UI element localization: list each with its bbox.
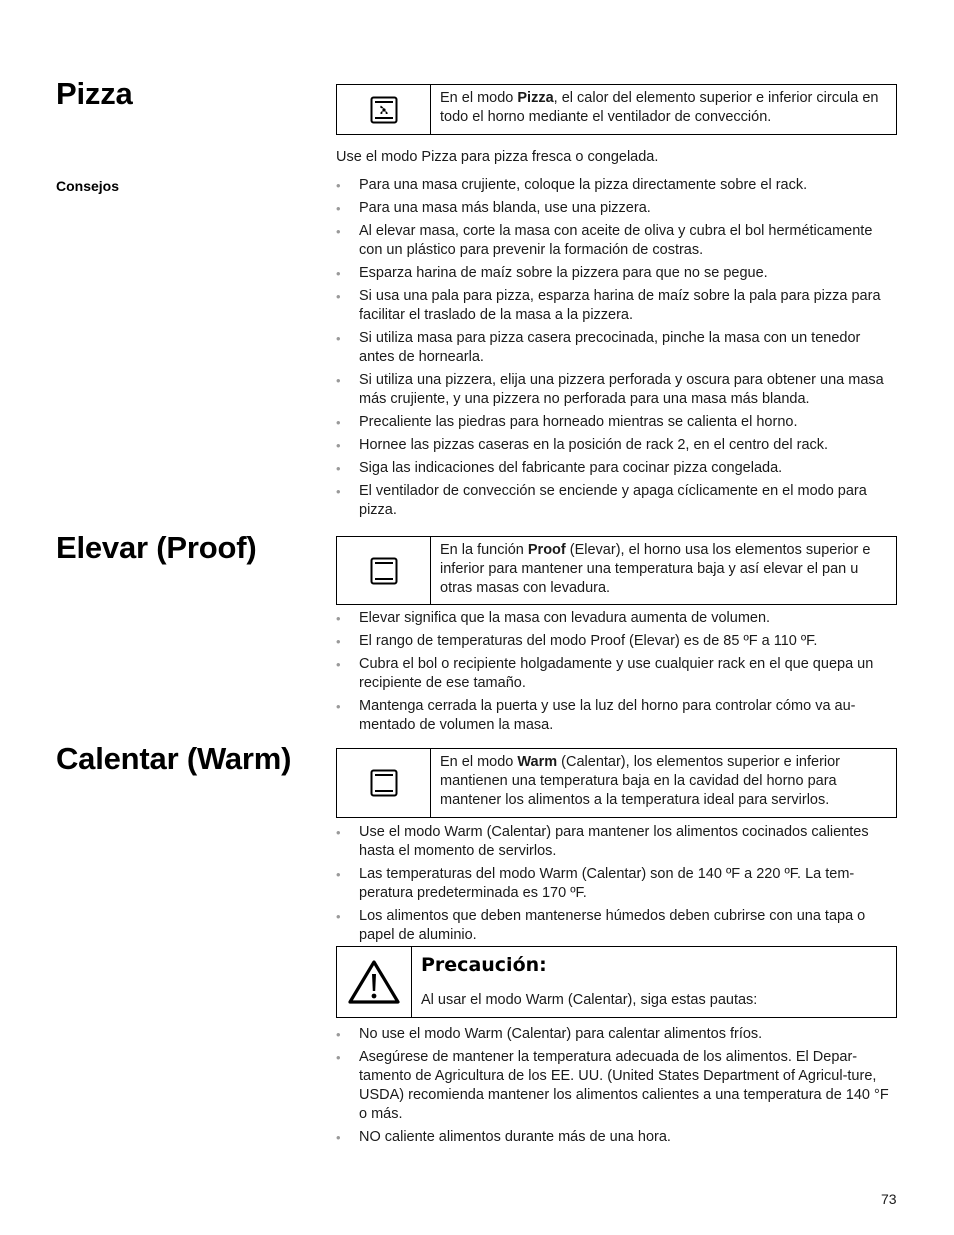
list-item: • Siga las indicaciones del fabricante para cocinar pizza congelada. bbox=[336, 459, 898, 478]
list-item: • Esparza harina de maíz sobre la pizzera para que no se pegue. bbox=[336, 264, 898, 283]
warm-caution-list bbox=[336, 1025, 898, 1151]
list-item: • Cubra el bol o recipiente holgadamente y use cualquier rack en el que quepa un recipiente de ese tamaño. bbox=[336, 655, 898, 693]
section-title-pizza: Pizza bbox=[56, 76, 133, 111]
pizza-tips-list bbox=[336, 176, 898, 524]
section-title-warm: Calentar (Warm) bbox=[56, 741, 292, 776]
list-item: • Al elevar masa, corte la masa con aceite de oliva y cubra el bol herméticamente con un plástico para prevenir la formación de costras. bbox=[336, 222, 898, 260]
proof-icon-cell bbox=[337, 537, 431, 604]
list-item: • Si usa una pala para pizza, esparza harina de maíz sobre la pala para pizza para facilitar el traslado de la masa a la pizzera. bbox=[336, 287, 898, 325]
list-item: • Use el modo Warm (Calentar) para mantener los alimentos cocinados calientes hasta el momento de servirlos. bbox=[336, 823, 898, 861]
list-item: • Asegúrese de mantener la temperatura adecuada de los alimentos. El Depar-tamento de Agricultura de los EE. UU. (United States Department of Agricul-ture, USDA) recomienda mantener los alimentos calientes a una temperatura de 140 °F o más. bbox=[336, 1048, 898, 1124]
caution-icon-cell bbox=[337, 947, 412, 1017]
warning-triangle-icon bbox=[347, 959, 401, 1005]
warm-info-box bbox=[336, 748, 897, 818]
caution-message: Al usar el modo Warm (Calentar), siga estas pautas: bbox=[421, 992, 758, 1008]
warm-mode-icon bbox=[370, 769, 398, 797]
list-item: • Hornee las pizzas caseras en la posición de rack 2, en el centro del rack. bbox=[336, 436, 898, 455]
proof-info-text: En la función Proof (Elevar), el horno usa los elementos superior e inferior para mantener una temperatura baja y así elevar el pan u otras masas con levadura. bbox=[440, 542, 871, 596]
list-item: • Precaliente las piedras para horneado mientras se calienta el horno. bbox=[336, 413, 898, 432]
pizza-mode-icon bbox=[370, 96, 398, 124]
list-item: • Mantenga cerrada la puerta y use la luz del horno para controlar cómo va au-mentado de volumen la masa. bbox=[336, 697, 898, 735]
proof-tips-list bbox=[336, 609, 898, 739]
warm-icon-cell bbox=[337, 749, 431, 817]
caution-box bbox=[336, 946, 897, 1018]
section-title-proof: Elevar (Proof) bbox=[56, 530, 257, 565]
proof-mode-icon bbox=[370, 557, 398, 585]
list-item: • Si utiliza masa para pizza casera precocinada, pinche la masa con un tenedor antes de hornearla. bbox=[336, 329, 898, 367]
pizza-info-box bbox=[336, 84, 897, 135]
list-item: • El rango de temperaturas del modo Proof (Elevar) es de 85 ºF a 110 ºF. bbox=[336, 632, 898, 651]
pizza-info-text: En el modo Pizza, el calor del elemento superior e inferior circula en todo el horno mediante el ventilador de convección. bbox=[440, 90, 879, 125]
list-item: • No use el modo Warm (Calentar) para calentar alimentos fríos. bbox=[336, 1025, 898, 1044]
list-item: • NO caliente alimentos durante más de una hora. bbox=[336, 1128, 898, 1147]
pizza-intro: Use el modo Pizza para pizza fresca o congelada. bbox=[336, 149, 659, 165]
pizza-icon-cell bbox=[337, 85, 431, 134]
page-number: 73 bbox=[881, 1191, 897, 1207]
caution-text-block bbox=[412, 947, 766, 1017]
list-item: • Los alimentos que deben mantenerse húmedos deben cubrirse con una tapa o papel de aluminio. bbox=[336, 907, 898, 945]
caution-title: Precaución: bbox=[421, 954, 547, 976]
list-item: • Las temperaturas del modo Warm (Calentar) son de 140 ºF a 220 ºF. La tem-peratura predeterminada es 170 ºF. bbox=[336, 865, 898, 903]
list-item: • Para una masa crujiente, coloque la pizza directamente sobre el rack. bbox=[336, 176, 898, 195]
list-item: • Para una masa más blanda, use una pizzera. bbox=[336, 199, 898, 218]
list-item: • El ventilador de convección se enciende y apaga cíclicamente en el modo para pizza. bbox=[336, 482, 898, 520]
list-item: • Elevar significa que la masa con levadura aumenta de volumen. bbox=[336, 609, 898, 628]
pizza-tips-heading: Consejos bbox=[56, 178, 120, 194]
proof-info-box bbox=[336, 536, 897, 605]
list-item: • Si utiliza una pizzera, elija una pizzera perforada y oscura para obtener una masa más crujiente, y una pizzera no perforada para una masa más blanda. bbox=[336, 371, 898, 409]
warm-tips-list bbox=[336, 823, 898, 949]
warm-info-text: En el modo Warm (Calentar), los elementos superior e inferior mantienen una temperatura baja en la cavidad del horno para mantener los alimentos a la temperatura ideal para servirlos. bbox=[440, 754, 841, 808]
